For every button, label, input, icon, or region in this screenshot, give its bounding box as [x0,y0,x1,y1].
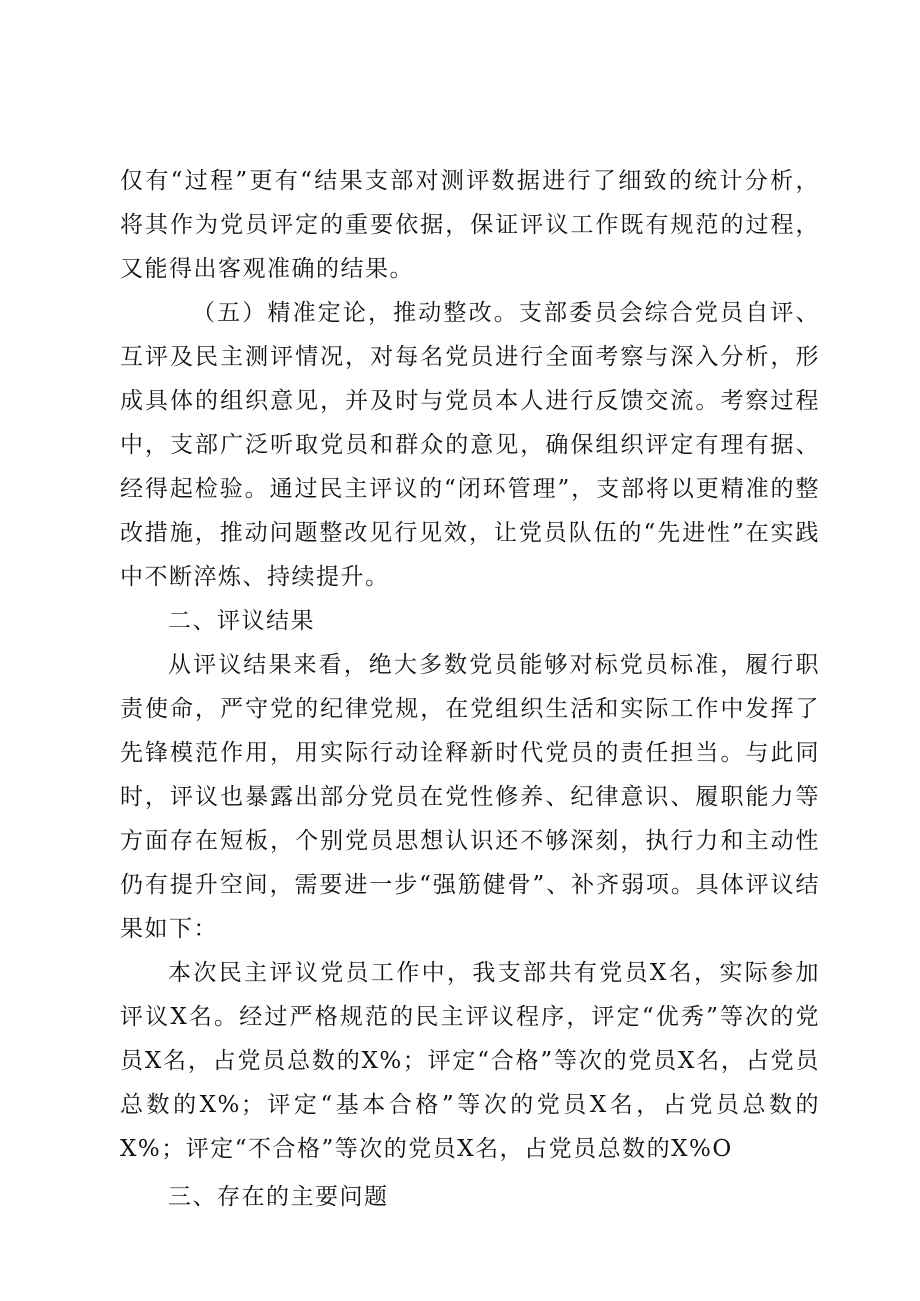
paragraph-continuation: 仅有“过程”更有“结果支部对测评数据进行了细致的统计分析，将其作为党员评定的重要依据，保证评议工作既有规范的过程，又能得出客观准确的结果。 [120,168,820,282]
document-body [120,159,820,1219]
section-heading-problems: 三、存在的主要问题 [168,1184,389,1210]
section-heading-results: 二、评议结果 [168,608,315,634]
paragraph-section-five: （五）精准定论，推动整改。支部委员会综合党员自评、互评及民主测评情况，对每名党员进行全面考察与深入分析，形成具体的组织意见，并及时与党员本人进行反馈交流。考察过程中，支部广泛听取党员和群众的意见，确保组织评定有理有据、经得起检验。通过民主评议的“闭环管理”，支部将以更精准的整改措施，推动问题整改见行见效，让党员队伍的“先进性”在实践中不断淬炼、持续提升。 [120,300,820,590]
paragraph-results-detail: 本次民主评议党员工作中，我支部共有党员X名，实际参加评议X名。经过严格规范的民主评议程序，评定“优秀”等次的党员X名，占党员总数的X%；评定“合格”等次的党员X名，占党员总数的X%；评定“基本合格”等次的党员X名，占党员总数的X%；评定“不合格”等次的党员X名，占党员总数的X%O [120,960,820,1162]
paragraph-results-overview: 从评议结果来看，绝大多数党员能够对标党员标准，履行职责使命，严守党的纪律党规，在党组织生活和实际工作中发挥了先锋模范作用，用实际行动诠释新时代党员的责任担当。与此同时，评议也暴露出部分党员在党性修养、纪律意识、履职能力等方面存在短板，个别党员思想认识还不够深刻，执行力和主动性仍有提升空间，需要进一步“强筋健骨”、补齐弱项。具体评议结果如下： [120,652,820,942]
